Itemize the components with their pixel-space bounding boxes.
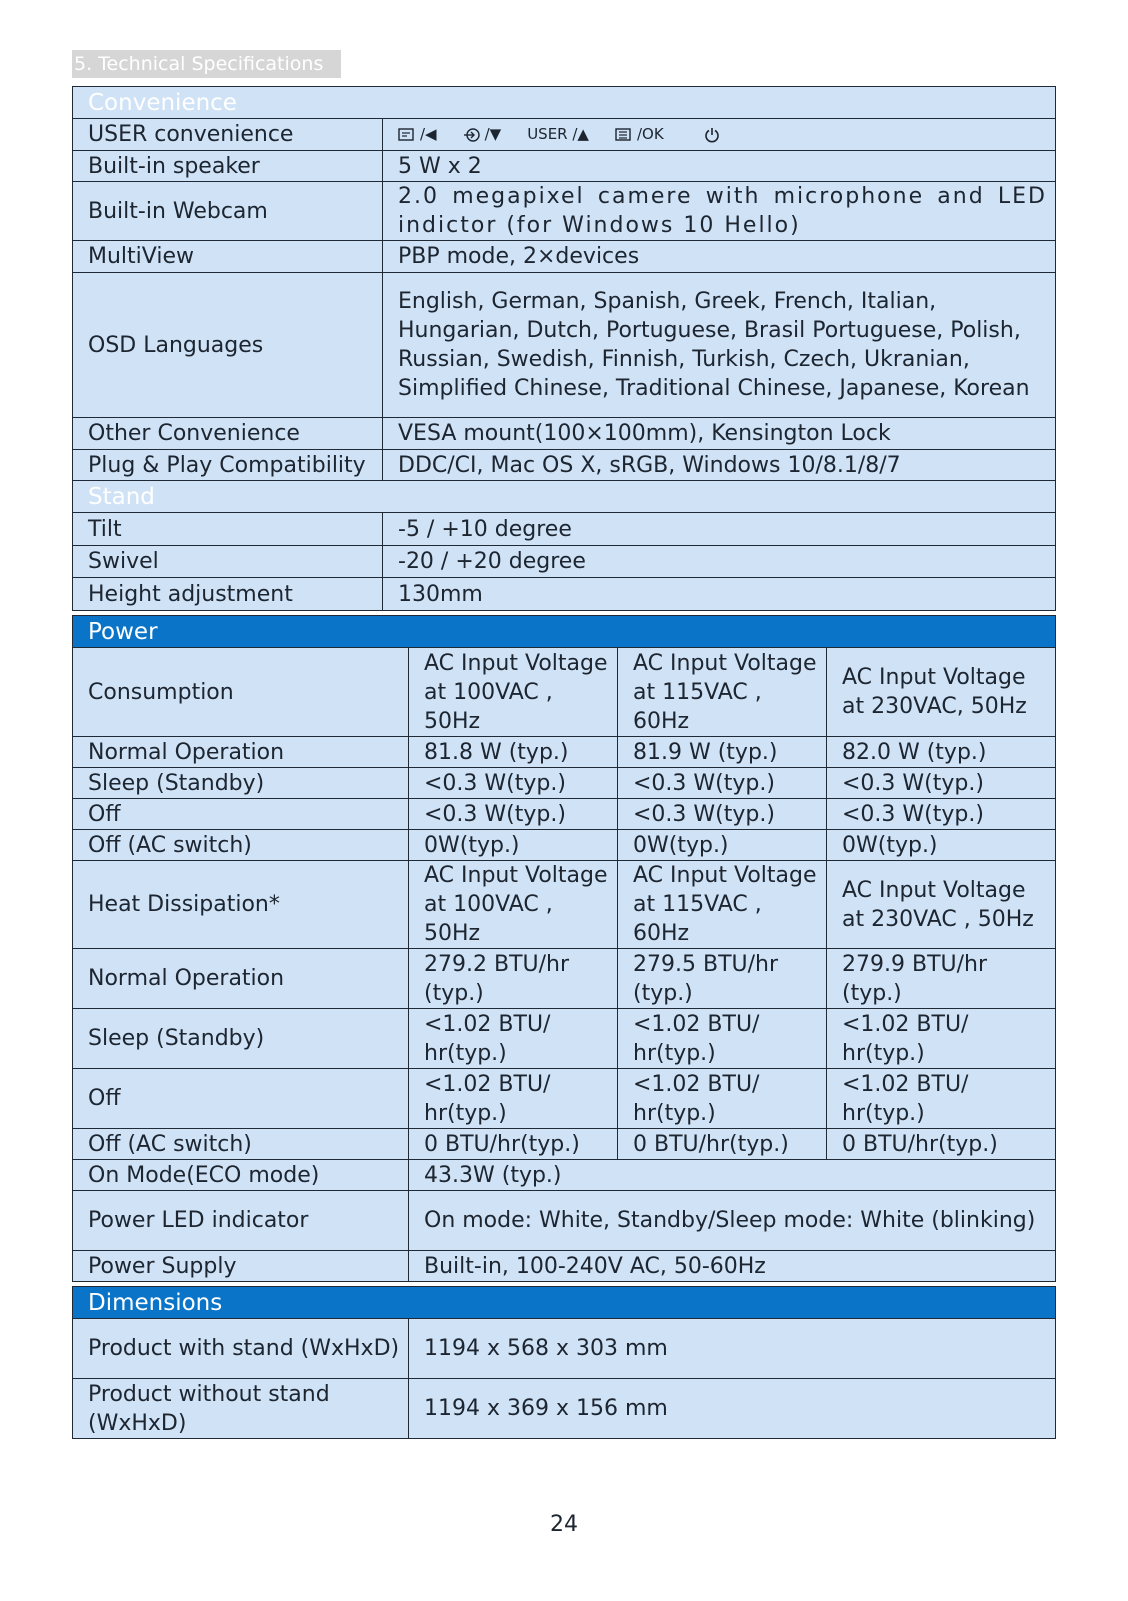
user-up-text: USER /▲ [527, 125, 589, 143]
spec-label: Product with stand (WxHxD) [73, 1319, 409, 1379]
spec-value: 0 BTU/hr(typ.) [827, 1129, 1056, 1160]
spec-value: 43.3W (typ.) [409, 1160, 1056, 1191]
spec-value: <0.3 W(typ.) [618, 799, 827, 830]
spec-value: <0.3 W(typ.) [409, 799, 618, 830]
power-icon [704, 127, 720, 143]
column-header: AC Input Voltage at 115VAC , 60Hz [618, 861, 827, 949]
spec-label: Normal Operation [73, 737, 409, 768]
dimensions-header: Dimensions [73, 1287, 1056, 1319]
stand-header: Stand [73, 481, 1056, 513]
spec-label: Sleep (Standby) [73, 1009, 409, 1069]
spec-value: <1.02 BTU/ hr(typ.) [409, 1009, 618, 1069]
spec-label: Tilt [73, 513, 383, 546]
spec-value: VESA mount(100×100mm), Kensington Lock [383, 418, 1056, 450]
spec-value: <1.02 BTU/ hr(typ.) [827, 1069, 1056, 1129]
menu-left-control [398, 120, 437, 149]
column-header: AC Input Voltage at 100VAC , 50Hz [409, 861, 618, 949]
spec-value: 81.9 W (typ.) [618, 737, 827, 768]
convenience-header: Convenience [73, 87, 1056, 119]
spec-label: Other Convenience [73, 418, 383, 450]
spec-label: Off [73, 1069, 409, 1129]
spec-value: <0.3 W(typ.) [827, 799, 1056, 830]
spec-label: On Mode(ECO mode) [73, 1160, 409, 1191]
spec-label: Built-in speaker [73, 151, 383, 182]
spec-value: 0W(typ.) [827, 830, 1056, 861]
spec-value: Built-in, 100-240V AC, 50-60Hz [409, 1251, 1056, 1282]
spec-value: <0.3 W(typ.) [409, 768, 618, 799]
spec-label: OSD Languages [73, 273, 383, 418]
spec-value: English, German, Spanish, Greek, French, Italian, Hungarian, Dutch, Portuguese, Brasil Portuguese, Polish, Russian, Swedish, Finnish, Turkish, Czech, Ukranian, Simplified Chinese, Traditional Chinese, Japanese, Korean [383, 273, 1056, 418]
menu-left-text: /◀ [420, 125, 437, 143]
spec-value: 0 BTU/hr(typ.) [618, 1129, 827, 1160]
column-header: AC Input Voltage at 230VAC, 50Hz [827, 648, 1056, 737]
spec-value: PBP mode, 2×devices [383, 241, 1056, 273]
spec-label: Off (AC switch) [73, 1129, 409, 1160]
power-table [72, 615, 1056, 1282]
spec-value: 279.9 BTU/hr (typ.) [827, 949, 1056, 1009]
menu-icon [398, 128, 416, 142]
spec-label: Height adjustment [73, 578, 383, 611]
spec-label: Power Supply [73, 1251, 409, 1282]
input-down-control [463, 120, 502, 149]
input-icon [463, 127, 481, 143]
spec-value: <1.02 BTU/ hr(typ.) [827, 1009, 1056, 1069]
spec-label: MultiView [73, 241, 383, 273]
spec-label: Power LED indicator [73, 1191, 409, 1251]
section-tag: 5. Technical Specifications [72, 50, 341, 78]
spec-value: 1194 x 568 x 303 mm [409, 1319, 1056, 1379]
spec-label: Sleep (Standby) [73, 768, 409, 799]
spec-label: Consumption [73, 648, 409, 737]
spec-label: Swivel [73, 546, 383, 578]
menu-ok-text: /OK [636, 125, 664, 143]
spec-value: <1.02 BTU/ hr(typ.) [618, 1069, 827, 1129]
power-header: Power [73, 616, 1056, 648]
spec-value: 130mm [383, 578, 1056, 611]
page-number: 24 [550, 1512, 578, 1537]
spec-value: -5 / +10 degree [383, 513, 1056, 546]
user-up-control [527, 120, 589, 149]
column-header: AC Input Voltage at 100VAC , 50Hz [409, 648, 618, 737]
spec-value: 0W(typ.) [409, 830, 618, 861]
spec-value: 279.2 BTU/hr (typ.) [409, 949, 618, 1009]
spec-value: <1.02 BTU/ hr(typ.) [409, 1069, 618, 1129]
spec-value: On mode: White, Standby/Sleep mode: White (blinking) [409, 1191, 1056, 1251]
spec-value: DDC/CI, Mac OS X, sRGB, Windows 10/8.1/8/7 [383, 450, 1056, 481]
spec-value: <0.3 W(typ.) [618, 768, 827, 799]
spec-value: 82.0 W (typ.) [827, 737, 1056, 768]
spec-value: 279.5 BTU/hr (typ.) [618, 949, 827, 1009]
spec-value: 0W(typ.) [618, 830, 827, 861]
spec-value: 1194 x 369 x 156 mm [409, 1379, 1056, 1439]
spec-value: -20 / +20 degree [383, 546, 1056, 578]
spec-value: <1.02 BTU/ hr(typ.) [618, 1009, 827, 1069]
column-header: AC Input Voltage at 230VAC , 50Hz [827, 861, 1056, 949]
spec-label: Built-in Webcam [73, 182, 383, 241]
spec-label: Product without stand (WxHxD) [73, 1379, 409, 1439]
spec-label: Off [73, 799, 409, 830]
spec-label: Heat Dissipation* [73, 861, 409, 949]
power-control [704, 127, 720, 143]
menu-ok-control [615, 120, 664, 149]
osd-menu-icon [615, 128, 633, 142]
spec-value: 5 W x 2 [383, 151, 1056, 182]
spec-value: 81.8 W (typ.) [409, 737, 618, 768]
spec-value: 0 BTU/hr(typ.) [409, 1129, 618, 1160]
convenience-stand-table [72, 86, 1056, 611]
spec-label: Plug & Play Compatibility [73, 450, 383, 481]
spec-label: USER convenience [73, 119, 383, 151]
column-header: AC Input Voltage at 115VAC , 60Hz [618, 648, 827, 737]
spec-value: <0.3 W(typ.) [827, 768, 1056, 799]
spec-value: 2.0 megapixel camere with microphone and LED indictor (for Windows 10 Hello) [383, 182, 1056, 241]
user-controls [383, 119, 1056, 151]
spec-label: Off (AC switch) [73, 830, 409, 861]
input-down-text: /▼ [484, 125, 502, 143]
spec-label: Normal Operation [73, 949, 409, 1009]
dimensions-table [72, 1286, 1056, 1439]
